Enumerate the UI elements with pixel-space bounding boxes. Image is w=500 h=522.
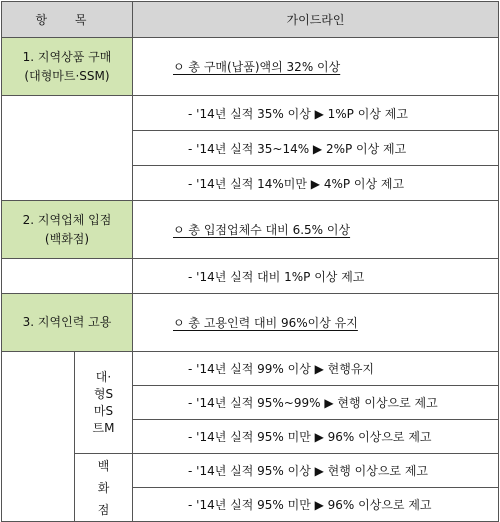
section2-main [133, 201, 499, 259]
group2-item-2: - '14년 실적 95% 미만 ▶ 96% 이상으로 제고 [133, 488, 499, 522]
section2-label-line1: 2. 지역업체 입점 [22, 212, 112, 227]
section2-label-line2: (백화점) [44, 231, 90, 246]
header-guideline-column: 가이드라인 [133, 2, 499, 38]
section1-item-1: - '14년 실적 35% 이상 ▶ 1%P 이상 제고 [133, 96, 499, 131]
section3-label: 3. 지역인력 고용 [2, 294, 133, 352]
section1-label [2, 38, 133, 96]
header-item-column: 항 목 [2, 2, 133, 38]
section1-item-3: - '14년 실적 14%미만 ▶ 4%P 이상 제고 [133, 166, 499, 201]
section3-main [133, 294, 499, 352]
section2-label [2, 201, 133, 259]
section1-label-line1: 1. 지역상품 구매 [22, 49, 112, 64]
group1-item-1: - '14년 실적 99% 이상 ▶ 현행유지 [133, 352, 499, 386]
section2-main-text: ㅇ 총 입점업체수 대비 6.5% 이상 [173, 223, 351, 237]
group-department-store-label: 백 화 점 [75, 454, 133, 522]
group1-item-3: - '14년 실적 95% 미만 ▶ 96% 이상으로 제고 [133, 420, 499, 454]
section1-label-line2: (대형마트·SSM) [24, 68, 110, 83]
section1-item-2: - '14년 실적 35~14% ▶ 2%P 이상 제고 [133, 131, 499, 166]
group1-item-2: - '14년 실적 95%~99% ▶ 현행 이상으로 제고 [133, 386, 499, 420]
section1-blank [2, 96, 133, 201]
section1-main-text: ㅇ 총 구매(납품)액의 32% 이상 [173, 60, 341, 74]
section3-blank [2, 352, 75, 522]
guideline-table [1, 1, 499, 522]
section2-blank [2, 259, 133, 294]
section1-main [133, 38, 499, 96]
section3-main-text: ㅇ 총 고용인력 대비 96%이상 유지 [173, 316, 358, 330]
group2-item-1: - '14년 실적 95% 이상 ▶ 현행 이상으로 제고 [133, 454, 499, 488]
section2-item-1: - '14년 실적 대비 1%P 이상 제고 [133, 259, 499, 294]
group-hypermarket-ssm-label: 대· 형S 마S 트M [75, 352, 133, 454]
